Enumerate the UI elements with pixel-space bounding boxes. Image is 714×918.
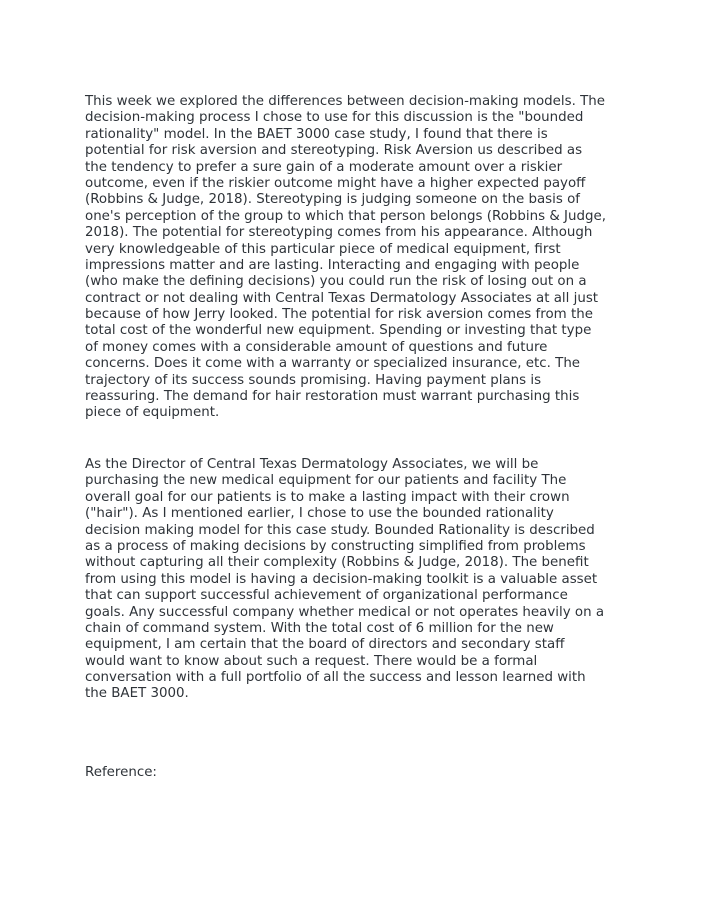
text-line: As the Director of Central Texas Dermatology Associates, we will be [85, 457, 539, 472]
text-line: reassuring. The demand for hair restoration must warrant purchasing this [85, 389, 580, 405]
reference-heading [85, 765, 645, 781]
text-line: piece of equipment. [85, 405, 220, 421]
text-line: contract or not dealing with Central Texas Dermatology Associates at all just [85, 290, 599, 306]
text-line: without capturing all their complexity (Robbins & Judge, 2018). The benefit [85, 555, 589, 571]
text-line: conversation with a full portfolio of all the success and lesson learned with [85, 670, 586, 686]
text-line: equipment, I am certain that the board of directors and secondary staff [85, 637, 565, 653]
text-line: the tendency to prefer a sure gain of a moderate amount over a riskier [85, 159, 563, 175]
text-line: decision-making process I chose to use for this discussion is the "bounded [85, 110, 584, 126]
text-line: total cost of the wonderful new equipment. Spending or investing that type [85, 323, 592, 339]
text-line: 2018). The potential for stereotyping comes from his appearance. Although [85, 225, 593, 241]
text-line: would want to know about such a request. There would be a formal [85, 653, 538, 669]
text-line: concerns. Does it come with a warranty or specialized insurance, etc. The [85, 356, 581, 372]
text-line: impressions matter and are lasting. Interacting and engaging with people [85, 257, 580, 273]
text-line: ("hair"). As I mentioned earlier, I chose to use the bounded rationality [85, 506, 554, 522]
text-line: the BAET 3000. [85, 686, 189, 702]
text-line: very knowledgeable of this particular piece of medical equipment, first [85, 241, 561, 257]
text-line: potential for risk aversion and stereotyping. Risk Aversion us described as [85, 143, 583, 159]
text-line: that can support successful achievement of organizational performance [85, 588, 568, 604]
text-line: rationality" model. In the BAET 3000 case study, I found that there is [85, 126, 548, 142]
text-line: purchasing the new medical equipment for our patients and facility The [85, 473, 567, 489]
text-line: as a process of making decisions by constructing simplified from problems [85, 538, 586, 554]
paragraph-director-decision [85, 457, 645, 703]
text-line: (who make the defining decisions) you could run the risk of losing out on a [85, 274, 587, 290]
text-line: overall goal for our patients is to make a lasting impact with their crown [85, 489, 570, 505]
text-line: because of how Jerry looked. The potential for risk aversion comes from the [85, 307, 593, 323]
text-line: outcome, even if the riskier outcome might have a higher expected payoff [85, 175, 586, 191]
text-line: of money comes with a considerable amount of questions and future [85, 339, 548, 355]
text-line: trajectory of its success sounds promising. Having payment plans is [85, 372, 542, 388]
text-line: chain of command system. With the total cost of 6 million for the new [85, 620, 554, 636]
text-line: decision making model for this case study. Bounded Rationality is described [85, 522, 595, 538]
text-line: goals. Any successful company whether medical or not operates heavily on a [85, 604, 605, 620]
text-line: one's perception of the group to which that person belongs (Robbins & Judge, [85, 208, 606, 224]
reference-label: Reference: [85, 765, 157, 780]
text-line: This week we explored the differences between decision-making models. The [85, 94, 605, 109]
text-line: (Robbins & Judge, 2018). Stereotyping is judging someone on the basis of [85, 192, 580, 208]
text-line: from using this model is having a decision-making toolkit is a valuable asset [85, 571, 598, 587]
paragraph-decision-models [85, 94, 645, 422]
